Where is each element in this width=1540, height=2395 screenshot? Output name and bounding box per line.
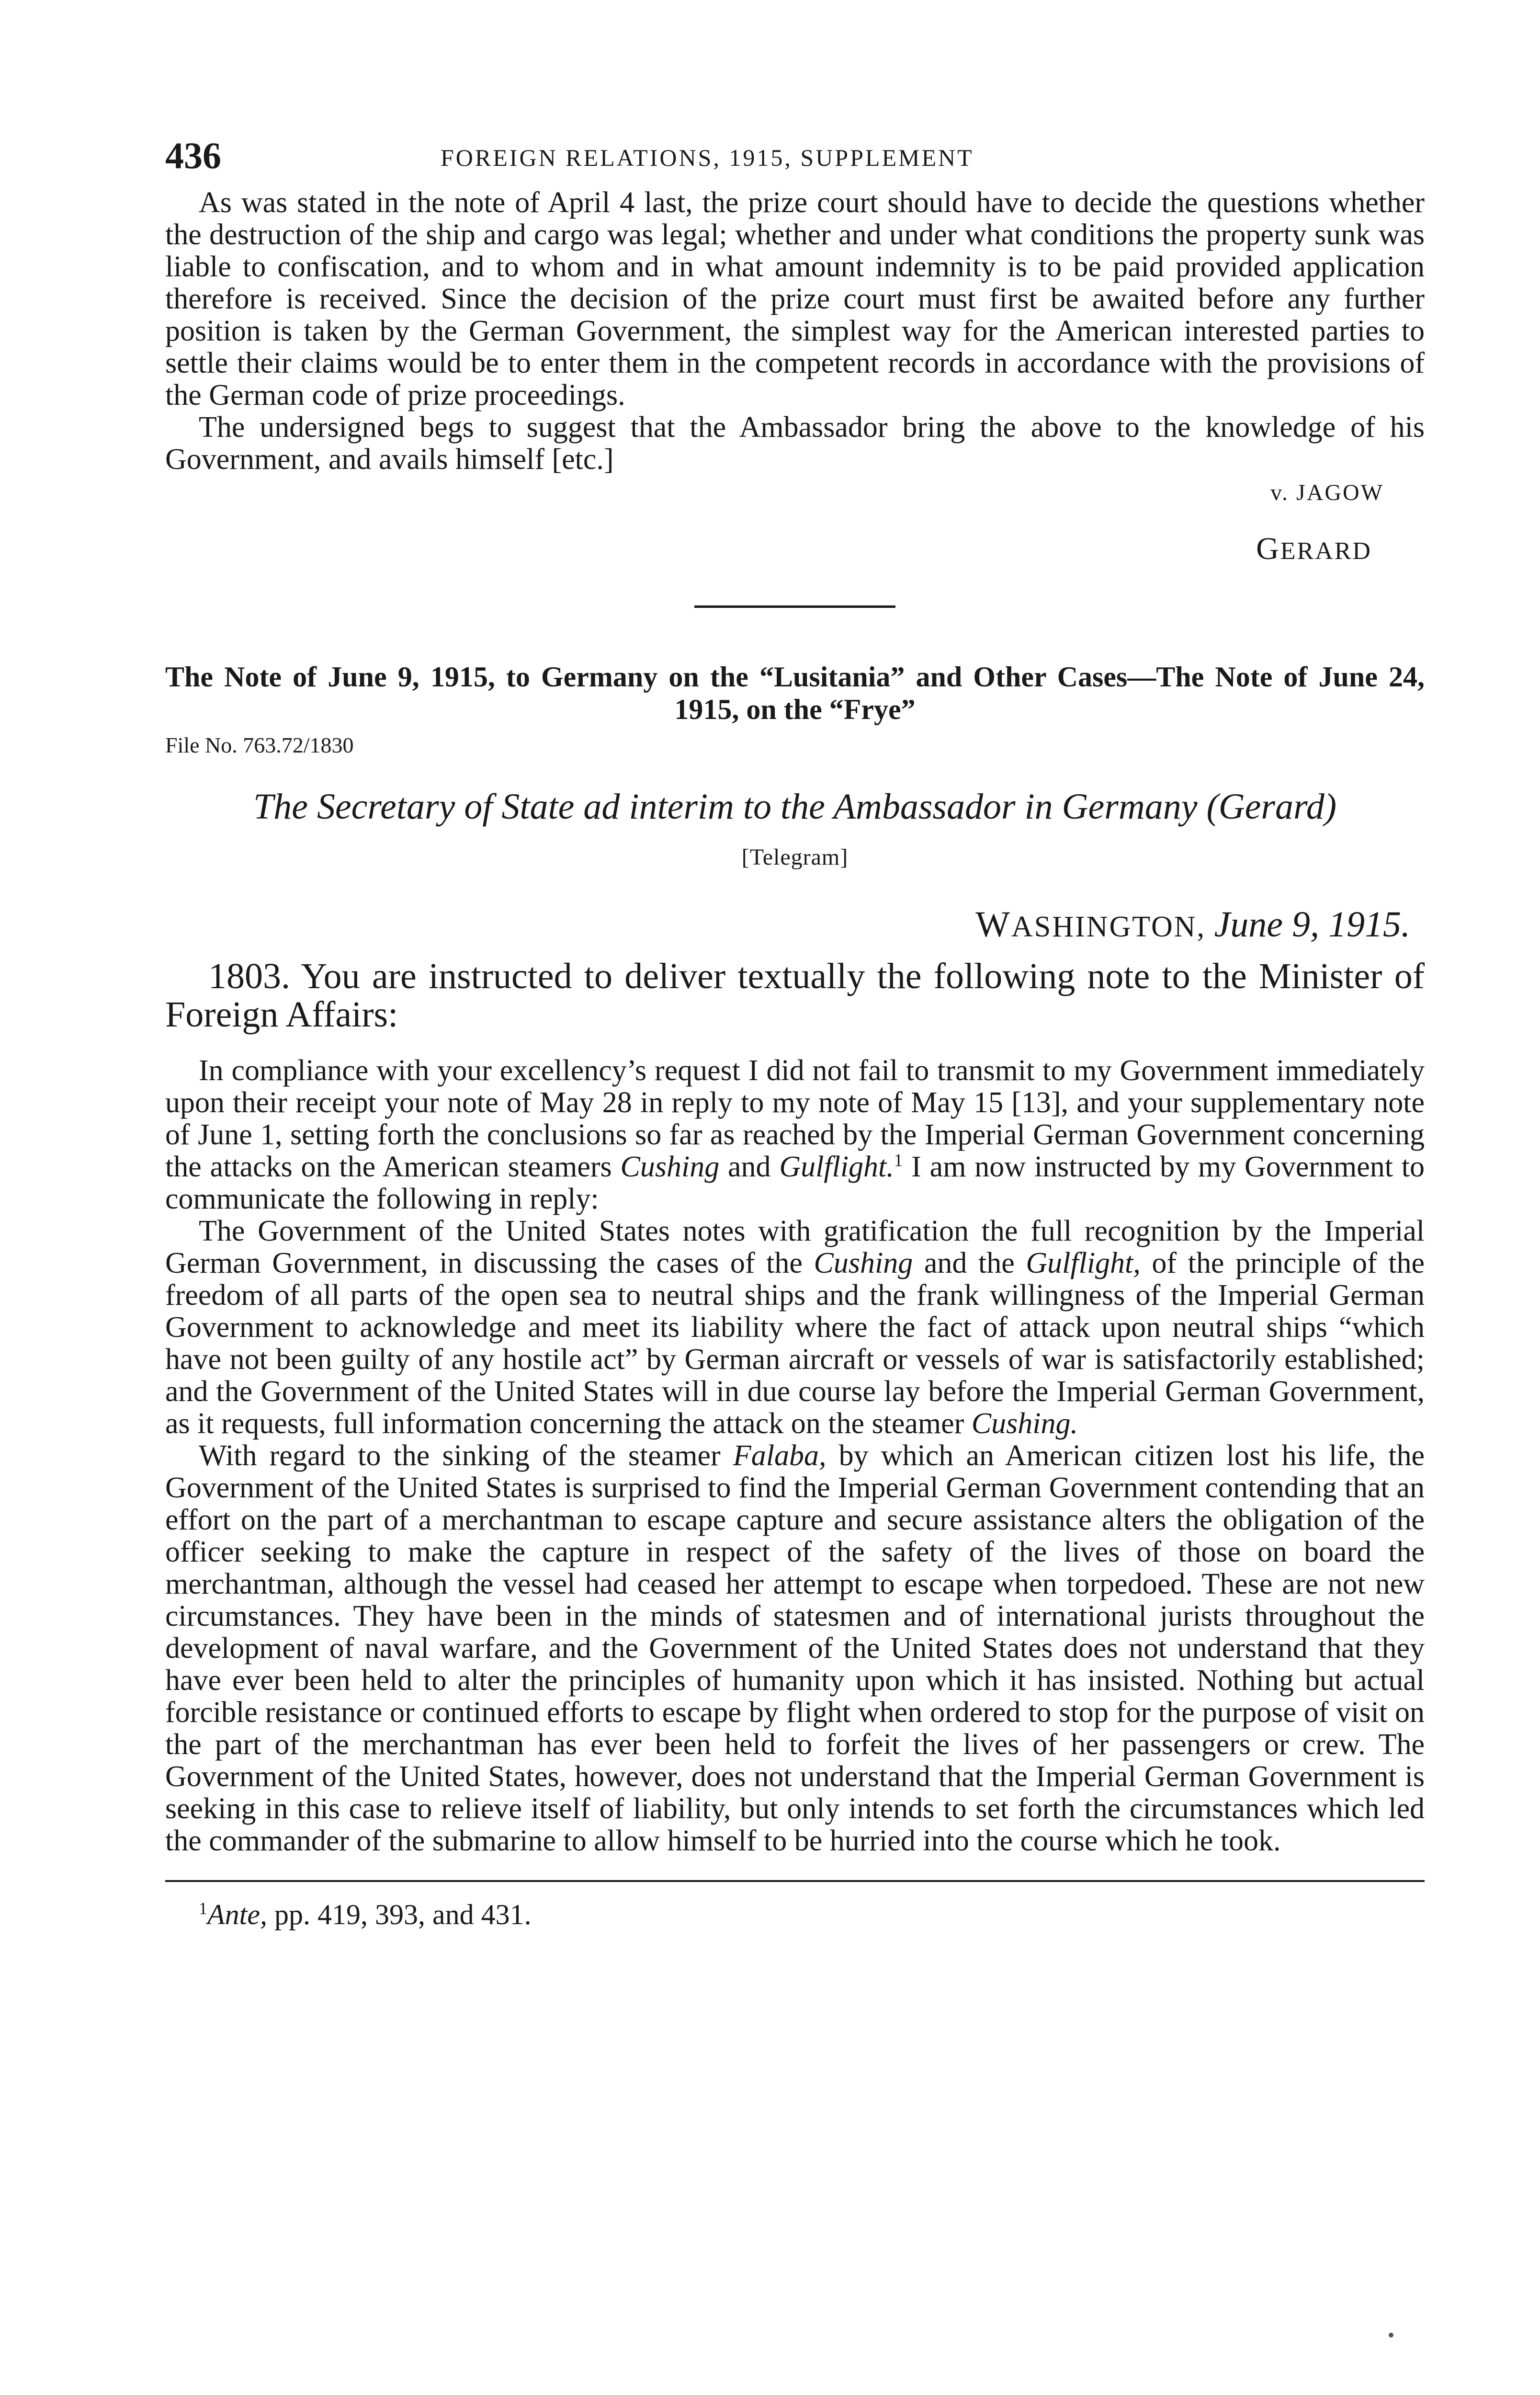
footnote-marker: 1: [199, 1899, 207, 1918]
signature-jagow: [165, 479, 1425, 506]
document-title: The Secretary of State ad interim to the Ambassador in Germany (Gerard): [253, 787, 1337, 827]
section-divider: [694, 605, 895, 608]
place-initial: W: [975, 904, 1011, 945]
dateline-place: [975, 904, 1206, 945]
footnote: [165, 1898, 1425, 1931]
ship-name: Falaba,: [733, 1439, 827, 1472]
paragraph: As was stated in the note of April 4 last, the prize court should have to decide the questions whether the destruction of the ship and cargo was legal; whether and under what conditions the property sunk was liable to confiscation, and to whom and in what amount indemnity is to be paid provided application therefore is received. Since the decision of the prize court must first be awaited before any further position is taken by the German Government, the simplest way for the American interested parties to settle their claims would be to enter them in the competent records in accordance with the provisions of the German code of prize proceedings.: [165, 186, 1425, 411]
place-rest: ASHINGTON,: [1011, 911, 1206, 943]
text-run: I am now instructed by my Government to communicate the following in reply:: [165, 1151, 1425, 1215]
signature-rest: ERARD: [1280, 537, 1372, 565]
stray-mark: [1389, 2333, 1393, 2338]
running-title: FOREIGN RELATIONS, 1915, SUPPLEMENT: [441, 144, 974, 171]
text-run: by which an American citizen lost his life, the Government of the United States is surprised to find the Imperial German Government contending that an effort on the part of a merchantman to escape capture and secure assistance alters the obligation of the officer seeking to make the capture in respect of the safety of the lives of those on board the merchantman, although the vessel had ceased her attempt to escape when torpedoed. These are not new circumstances. They have been in the minds of statesmen and of international jurists throughout the development of naval warfare, and the Government of the United States does not understand that they have ever been held to alter the principles of humanity upon which it has insisted. Nothing but actual forcible resistance or continued efforts to escape by flight when ordered to stop for the purpose of visit on the part of the merchantman has ever been held to forfeit the lives of her passengers or crew. The Government of the United States, however, does not understand that the Imperial German Government is seeking in this case to relieve itself of liability, but only intends to set forth the circumstances which led the commander of the submarine to allow himself to be hurried into the course which he took.: [165, 1439, 1425, 1857]
document-type: [Telegram]: [741, 844, 849, 870]
ship-name: Cushing: [814, 1247, 913, 1279]
telegram-instruction: 1803. You are instructed to deliver textually the following note to the Minister of Foreign Affairs:: [165, 956, 1425, 1035]
section-heading: The Note of June 9, 1915, to Germany on the “Lusitania” and Other Cases—The Note of June 24, 1915, on the “Frye”: [165, 661, 1425, 725]
text-run: With regard to the sinking of the steamer: [199, 1439, 733, 1472]
text-run: The Government of the United States notes with gratification the full recognition by the Imperial German Government, in discussing the cases of the: [165, 1215, 1425, 1279]
paragraph: [165, 1055, 1425, 1215]
paragraph: [165, 1215, 1425, 1440]
signature-initial: v. J: [1270, 480, 1307, 505]
signature-initial: G: [1256, 531, 1280, 566]
paragraph: The undersigned begs to suggest that the Ambassador bring the above to the knowledge of his Government, and avails himself [etc.]: [165, 411, 1425, 476]
text-run: and: [719, 1151, 780, 1183]
ship-name: Gulflight,: [1026, 1247, 1141, 1279]
text-run: of the principle of the freedom of all parts of the open sea to neutral ships and the frank willingness of the Imperial German Government to acknowledge and meet its liability where the fact of attack upon neutral ships “which have not been guilty of any hostile act” by German aircraft or vessels of war is satisfactorily established; and the Government of the United States will in due course lay before the Imperial German Government, as it requests, full information concerning the attack on the steamer: [165, 1247, 1425, 1440]
dateline: [165, 904, 1425, 946]
dateline-date: June 9, 1915.: [1214, 904, 1410, 945]
text-run: and the: [913, 1247, 1026, 1279]
note-text: [165, 1055, 1425, 1857]
running-head: [165, 125, 1425, 177]
ship-name: Cushing: [620, 1151, 720, 1183]
footnote-ref: 1: [894, 1151, 903, 1171]
signature-gerard: [165, 531, 1425, 567]
ship-name: Cushing.: [971, 1407, 1078, 1440]
prior-note-text: [165, 187, 1425, 476]
footnote-text: pp. 419, 393, and 431.: [267, 1899, 532, 1930]
ship-name: Gulflight.: [779, 1151, 894, 1183]
paragraph: [165, 1440, 1425, 1857]
text-run: In compliance with your excellency’s request I did not fail to transmit to my Government immediately upon their receipt your note of May 28 in reply to my note of May 15 [13], and your supplementary note of June 1, setting forth the conclusions so far as reached by the Imperial German Government concerning the attacks on the American steamers: [165, 1054, 1425, 1183]
document-page: [165, 125, 1425, 1931]
file-number: File No. 763.72/1830: [165, 733, 354, 757]
page-number: 436: [165, 135, 221, 176]
footnote-divider: [165, 1880, 1425, 1882]
signature-rest: AGOW: [1306, 480, 1384, 505]
footnote-ref-italic: Ante,: [207, 1899, 267, 1930]
